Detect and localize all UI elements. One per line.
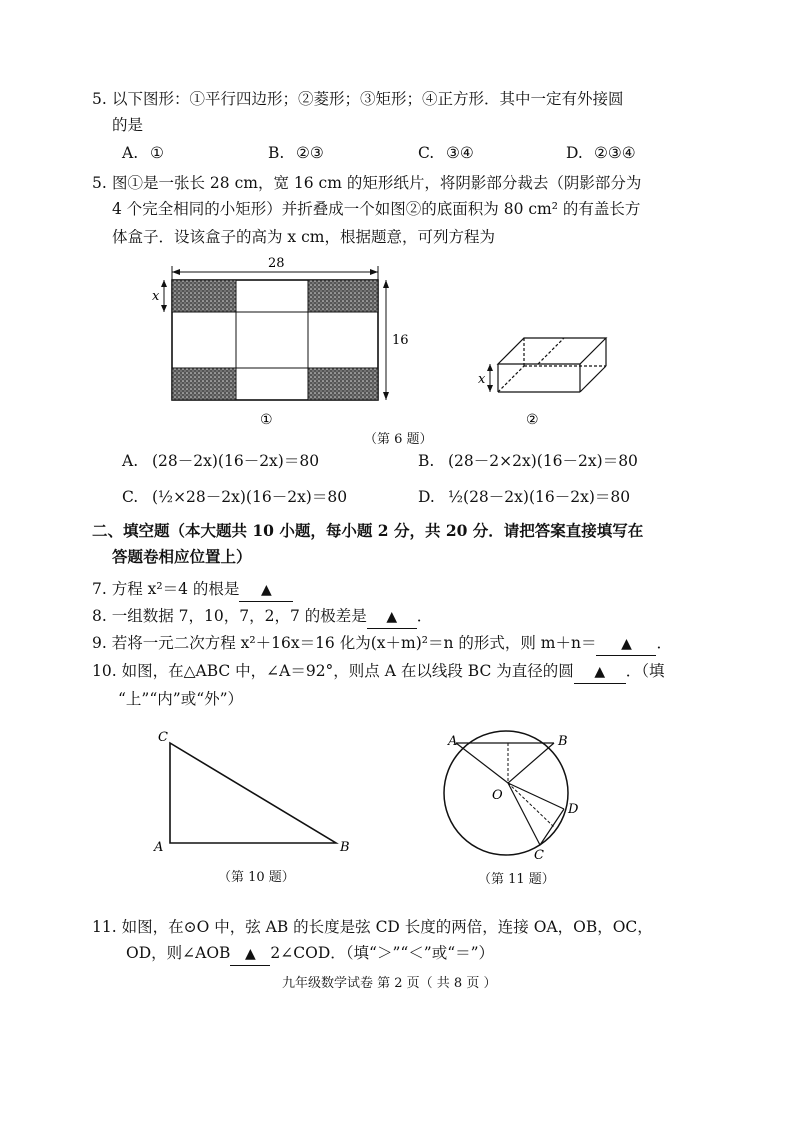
fig10-label-c: C xyxy=(158,730,168,745)
q11-line2: OD，则∠AOB ▲ 2∠COD．（填“＞”“＜”或“＝”） xyxy=(126,942,494,966)
radius-oa xyxy=(456,743,508,783)
section2-heading-line2: 答题卷相应位置上） xyxy=(112,547,252,566)
q6-number: 5. xyxy=(92,174,107,192)
radius-oc xyxy=(508,783,540,845)
fig10-label-a: A xyxy=(154,840,164,855)
shaded-corner-tl xyxy=(172,280,236,312)
q6-option-c-text: (½×28－2x)(16－2x)＝80 xyxy=(152,488,348,506)
fig10-caption: （第 10 题） xyxy=(218,870,295,885)
q6-figure xyxy=(150,252,630,452)
box-figure xyxy=(498,338,606,392)
q9-answer-blank[interactable] xyxy=(596,632,656,656)
q6-option-c-label: C. xyxy=(122,488,139,506)
fig2-label: ② xyxy=(526,412,539,428)
q5-option-c-text: ③④ xyxy=(446,144,474,162)
q6-option-d-label: D. xyxy=(418,488,435,506)
q5-option-a-text: ① xyxy=(150,144,164,162)
q8-text: 8. 一组数据 7，10，7，2，7 的极差是 xyxy=(92,607,367,625)
q10-text: 10. 如图，在△ABC 中，∠A＝92°，则点 A 在以线段 BC 为直径的圆 xyxy=(92,662,574,680)
q5-stem-line1: 以下图形：①平行四边形；②菱形；③矩形；④正方形．其中一定有外接圆 xyxy=(112,90,624,108)
q9-text: 9. 若将一元二次方程 x²＋16x＝16 化为(x＋m)²＝n 的形式，则 m＋n＝ xyxy=(92,634,597,652)
q10: 10. 如图，在△ABC 中，∠A＝92°，则点 A 在以线段 BC 为直径的圆 ▲ ．（填 xyxy=(92,660,665,684)
q10-answer-mark: ▲ xyxy=(594,664,606,680)
q8: 8. 一组数据 7，10，7，2，7 的极差是 ▲ ． xyxy=(92,605,432,629)
dim-x-label: x xyxy=(152,289,160,304)
shaded-corner-br xyxy=(308,368,378,400)
fig11-label-b: B xyxy=(558,734,568,749)
q6-stem-line2: 4 个完全相同的小矩形）并折叠成一个如图②的底面积为 80 cm² 的有盖长方 xyxy=(112,200,641,218)
fig11-label-d: D xyxy=(568,802,579,817)
q6-option-a-text: (28－2x)(16－2x)＝80 xyxy=(152,452,320,470)
q11-answer-mark: ▲ xyxy=(245,946,256,962)
q10-line2: “上”“内”或“外”） xyxy=(118,690,244,708)
q11-answer-blank[interactable] xyxy=(230,942,270,966)
dim-length-label: 28 xyxy=(268,256,285,271)
q6-option-b-label: B. xyxy=(418,452,435,470)
fig11-caption: （第 11 题） xyxy=(478,872,555,887)
q5-option-a-label: A. xyxy=(122,144,139,162)
q11-line2-text: OD，则∠AOB xyxy=(126,944,231,962)
fig10-label-b: B xyxy=(340,840,350,855)
fig11-label-c: C xyxy=(534,848,544,863)
q6-option-b-text: (28－2×2x)(16－2x)＝80 xyxy=(448,452,638,470)
q10-answer-blank[interactable] xyxy=(574,660,626,684)
fig11 xyxy=(436,725,596,865)
dashed-line xyxy=(508,783,554,827)
fig1-label: ① xyxy=(260,412,273,428)
fig11-label-o: O xyxy=(492,788,503,803)
box-x-label: x xyxy=(478,372,486,387)
circle-o xyxy=(444,731,568,855)
q8-answer-blank[interactable] xyxy=(367,605,417,629)
q7-answer-blank[interactable] xyxy=(239,578,293,602)
q6-stem-line3: 体盒子．设该盒子的高为 x cm，根据题意，可列方程为 xyxy=(112,228,495,246)
dim-width-label: 16 xyxy=(392,333,409,348)
page-footer: 九年级数学试卷 第 2 页（ 共 8 页 ） xyxy=(282,976,497,991)
q9: 9. 若将一元二次方程 x²＋16x＝16 化为(x＋m)²＝n 的形式，则 m＋n＝ ▲ ． xyxy=(92,632,672,656)
q6-option-d-text: ½(28－2x)(16－2x)＝80 xyxy=(448,488,631,506)
radius-ob xyxy=(508,743,554,783)
q5-option-b-text: ②③ xyxy=(296,144,324,162)
triangle-abc xyxy=(170,743,336,843)
q9-answer-mark: ▲ xyxy=(621,636,632,652)
shaded-corner-tr xyxy=(308,280,378,312)
q7 xyxy=(92,578,293,602)
chord-cd xyxy=(540,809,564,845)
q6-caption: （第 6 题） xyxy=(364,432,433,447)
q7-answer-mark: ▲ xyxy=(261,582,272,598)
shaded-corner-bl xyxy=(172,368,236,400)
q6-stem-line1: 图①是一张长 28 cm，宽 16 cm 的矩形纸片，将阴影部分裁去（阴影部分为 xyxy=(112,174,642,192)
q5-option-c-label: C. xyxy=(418,144,435,162)
q5-number: 5. xyxy=(92,90,107,108)
q6-option-a-label: A. xyxy=(122,452,139,470)
fig10 xyxy=(150,725,370,885)
q5-option-d-label: D. xyxy=(566,144,583,162)
q8-answer-mark: ▲ xyxy=(386,609,398,625)
fig11-label-a: A xyxy=(448,734,458,749)
q7-text: 7. 方程 x²＝4 的根是 xyxy=(92,580,240,598)
q5-option-b-label: B. xyxy=(268,144,285,162)
q5-option-d-text: ②③④ xyxy=(594,144,636,162)
q11-line1: 11. 如图，在⊙O 中，弦 AB 的长度是弦 CD 长度的两倍，连接 OA，OB，OC， xyxy=(92,918,653,936)
q5-stem-line2: 的是 xyxy=(112,116,144,134)
radius-od xyxy=(508,783,564,809)
section2-heading-line1: 二、填空题（本大题共 10 小题，每小题 2 分，共 20 分．请把答案直接填写在 xyxy=(92,521,644,540)
